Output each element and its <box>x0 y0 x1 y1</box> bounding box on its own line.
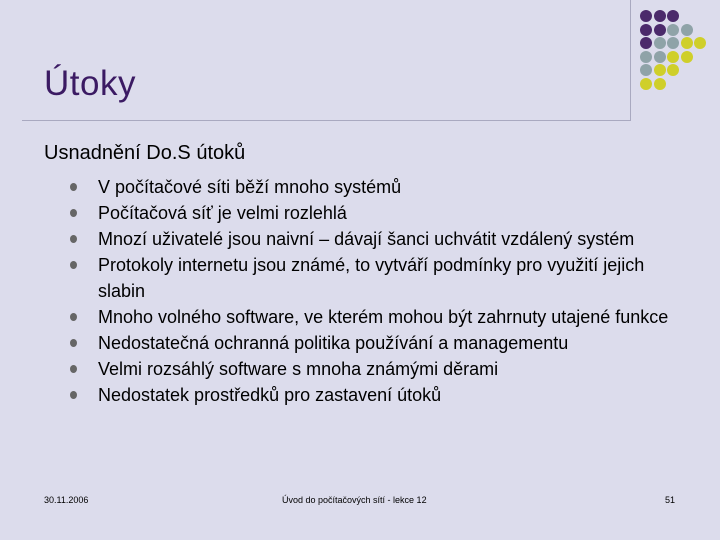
footer-date: 30.11.2006 <box>44 495 89 505</box>
decorative-dot <box>667 64 679 76</box>
decorative-dot <box>640 64 652 76</box>
bullet-dot-icon <box>70 391 77 399</box>
bullet-dot-icon <box>70 365 77 373</box>
bullet-item: Mnoho volného software, ve kterém mohou být zahrnuty utajené funkce <box>68 304 688 330</box>
header-vertical-line <box>630 0 631 120</box>
decorative-dot <box>654 51 666 63</box>
decorative-dot <box>694 37 706 49</box>
decorative-dot <box>681 24 693 36</box>
footer-course-title: Úvod do počítačových sítí - lekce 12 <box>282 495 427 505</box>
bullet-item: Počítačová síť je velmi rozlehlá <box>68 200 688 226</box>
decorative-dot <box>640 51 652 63</box>
bullet-dot-icon <box>70 235 77 243</box>
bullet-list <box>68 174 688 408</box>
decorative-dot <box>667 24 679 36</box>
bullet-dot-icon <box>70 339 77 347</box>
bullet-item: Mnozí uživatelé jsou naivní – dávají šanci uchvátit vzdálený systém <box>68 226 688 252</box>
decorative-dot <box>667 51 679 63</box>
bullet-dot-icon <box>70 313 77 321</box>
bullet-dot-icon <box>70 183 77 191</box>
decorative-dot <box>654 64 666 76</box>
decorative-dot <box>654 10 666 22</box>
decorative-dot <box>640 10 652 22</box>
decorative-dot <box>681 37 693 49</box>
decorative-dot <box>640 37 652 49</box>
bullet-item: Nedostatek prostředků pro zastavení útoků <box>68 382 688 408</box>
bullet-item: Velmi rozsáhlý software s mnoha známými děrami <box>68 356 688 382</box>
bullet-dot-icon <box>70 261 77 269</box>
bullet-item: V počítačové síti běží mnoho systémů <box>68 174 688 200</box>
slide-title: Útoky <box>44 64 136 103</box>
decorative-dot <box>654 24 666 36</box>
header-horizontal-line <box>22 120 631 121</box>
decorative-dot <box>681 51 693 63</box>
decorative-dot <box>654 37 666 49</box>
decorative-dot <box>667 10 679 22</box>
decorative-dot <box>654 78 666 90</box>
bullet-item: Protokoly internetu jsou známé, to vytváří podmínky pro využití jejich slabin <box>68 252 688 304</box>
footer-page-number: 51 <box>665 495 676 505</box>
decorative-dot <box>640 78 652 90</box>
bullet-item: Nedostatečná ochranná politika používání a managementu <box>68 330 688 356</box>
decorative-dot <box>667 37 679 49</box>
bullet-dot-icon <box>70 209 77 217</box>
decorative-dot <box>640 24 652 36</box>
slide-subtitle: Usnadnění Do.S útoků <box>44 142 246 164</box>
